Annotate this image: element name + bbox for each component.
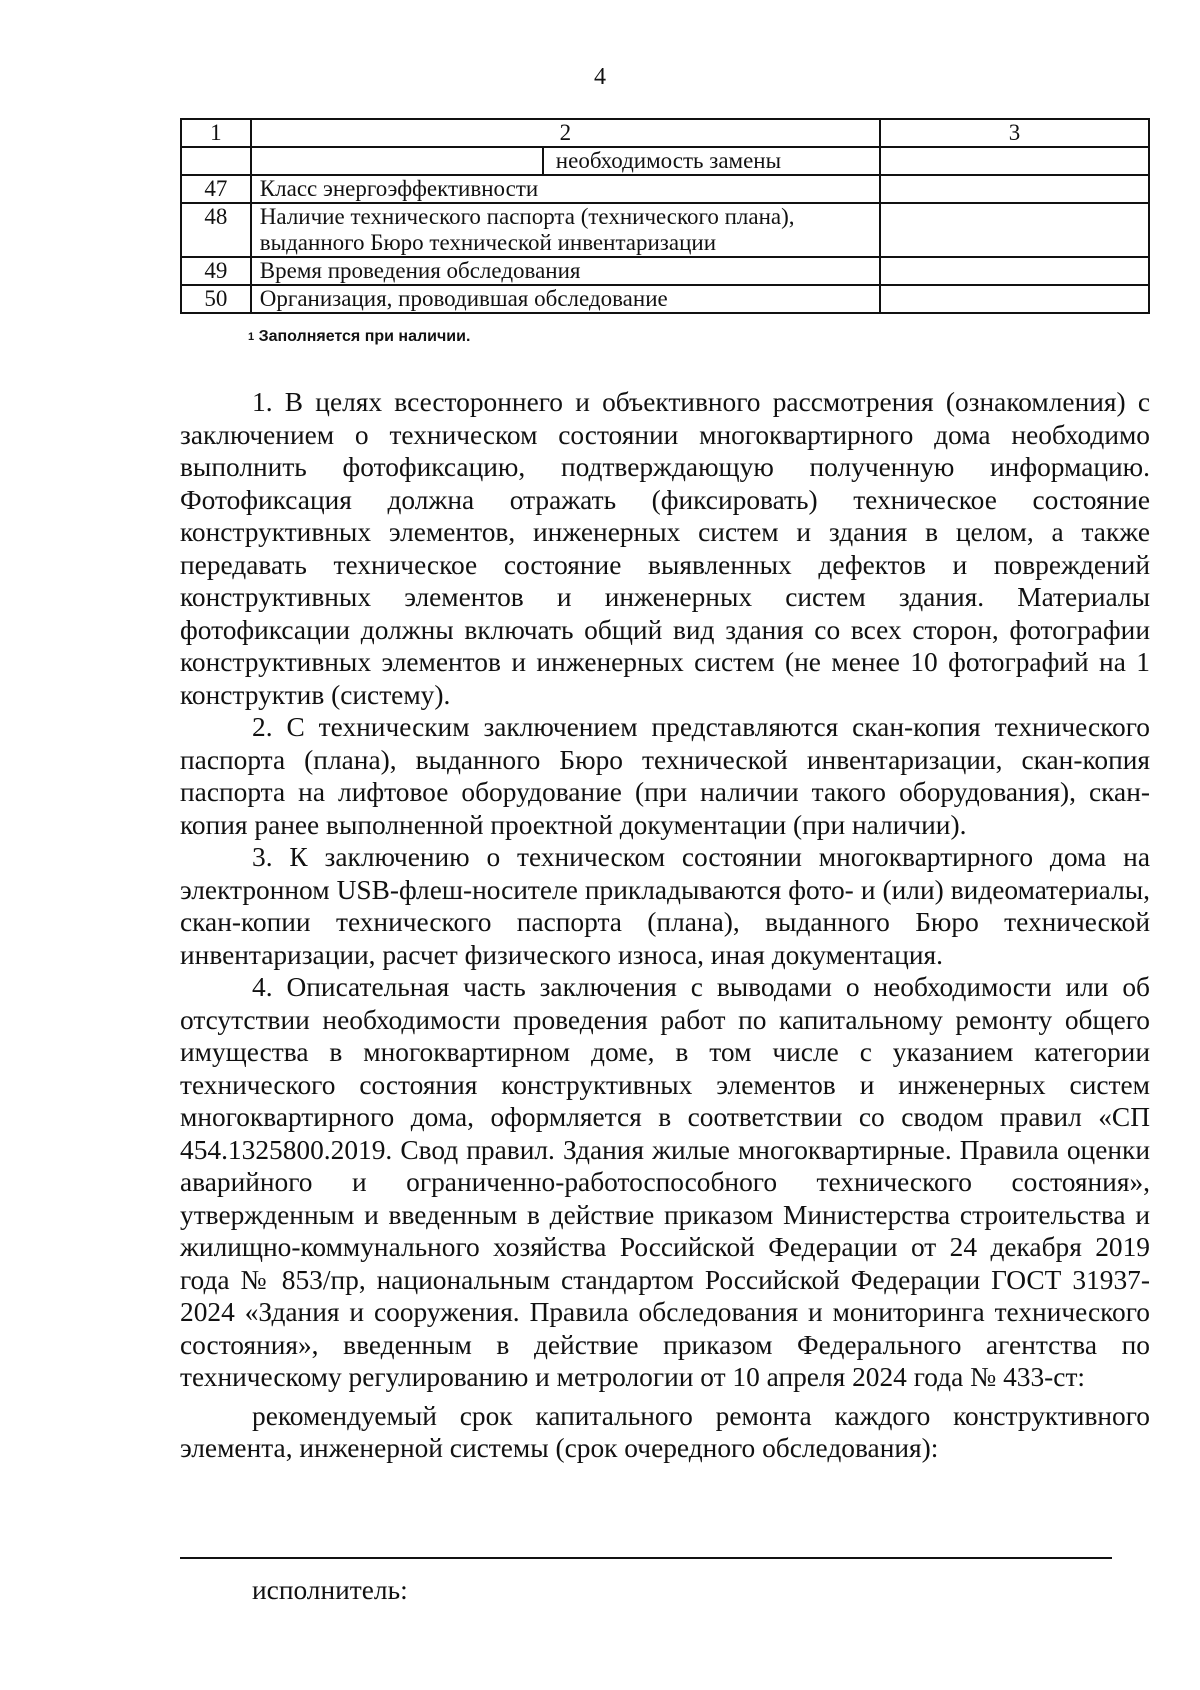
footnote [248,327,470,347]
recommended-term: рекомендуемый срок капитального ремонта каждого конструктивного элемента, инженерной системы (срок очередного обследования): [180,1400,1150,1463]
table-cell-value [880,285,1149,313]
table-cell-text-line: выданного Бюро технической инвентаризации [259,230,717,255]
table-cell-num: 48 [181,203,251,257]
table-cell-value [880,203,1149,257]
table-cell-num: 49 [181,257,251,285]
table-cell-value [880,175,1149,203]
table-row [181,203,1149,257]
table-header-cell: 2 [251,119,880,147]
table-cell-num: 50 [181,285,251,313]
table-cell-text-line: Наличие технического паспорта (технического плана), [259,204,795,229]
table-cell-text: Организация, проводившая обследование [251,285,880,313]
executor-label: исполнитель: [252,1575,408,1605]
properties-table [180,118,1150,314]
table-cell-value [880,257,1149,285]
table-row [181,285,1149,313]
paragraph-3: 3. К заключению о техническом состоянии многоквартирного дома на электронном USB-флеш-носителе прикладываются фото- и (или) видеоматериалы, скан-копии технического паспорта (плана), выданного Бюро технической инвентаризации, расчет физического износа, иная документация. [180,842,1150,970]
table-row-continuation [181,147,1149,175]
table-header-cell: 3 [880,119,1149,147]
table-cell-text [251,203,880,257]
page-number: 4 [594,64,606,90]
table-cell-num [181,147,251,175]
footnote-mark: 1 [248,331,255,343]
paragraph-2: 2. С техническим заключением представляются скан-копия технического паспорта (плана), выданного Бюро технической инвентаризации, скан-копия паспорта на лифтовое оборудование (при наличии такого оборудования), скан-копия ранее выполненной проектной документации (при наличии). [180,712,1150,840]
paragraph-1: 1. В целях всестороннего и объективного рассмотрения (ознакомления) с заключением о техническом состоянии многоквартирного дома необходимо выполнить фотофиксацию, подтверждающую полученную информацию. Фотофиксация должна отражать (фиксировать) техническое состояние конструктивных элементов, инженерных систем и здания в целом, а также передавать техническое состояние выявленных дефектов и повреждений конструктивных элементов и инженерных систем здания. Материалы фотофиксации должны включать общий вид здания со всех сторон, фотографии конструктивных элементов и инженерных систем (не менее 10 фотографий на 1 конструктив (систему). [180,387,1150,710]
paragraph-4: 4. Описательная часть заключения с выводами о необходимости или об отсутствии необходимости проведения работ по капитальному ремонту общего имущества в многоквартирном доме, в том числе с указанием категории технического состояния конструктивных элементов и инженерных систем многоквартирного дома, оформляется в соответствии со сводом правил «СП 454.1325800.2019. Свод правил. Здания жилые многоквартирные. Правила оценки аварийного и ограниченно-работоспособного технического состояния», утвержденным и введенным в действие приказом Министерства строительства и жилищно-коммунального хозяйства Российской Федерации от 24 декабря 2019 года № 853/пр, национальным стандартом Российской Федерации ГОСТ 31937-2024 «Здания и сооружения. Правила обследования и мониторинга технического состояния», введенным в действие приказом Федерального агентства по техническому регулированию и метрологии от 10 апреля 2024 года № 433-ст: [180,972,1150,1392]
table-cell-num: 47 [181,175,251,203]
table-cell-value [880,147,1149,175]
document-body [180,386,1150,1465]
footnote-text: Заполняется при наличии. [258,328,471,345]
table-row [181,175,1149,203]
signature-line [180,1557,1112,1559]
table-cell-text: Время проведения обследования [251,257,880,285]
table-row [181,257,1149,285]
table-header-cell: 1 [181,119,251,147]
table-header-row [181,119,1149,147]
table-cell-text [251,147,880,175]
table-cell-text: Класс энергоэффективности [251,175,880,203]
continuation-text: необходимость замены [555,148,782,173]
